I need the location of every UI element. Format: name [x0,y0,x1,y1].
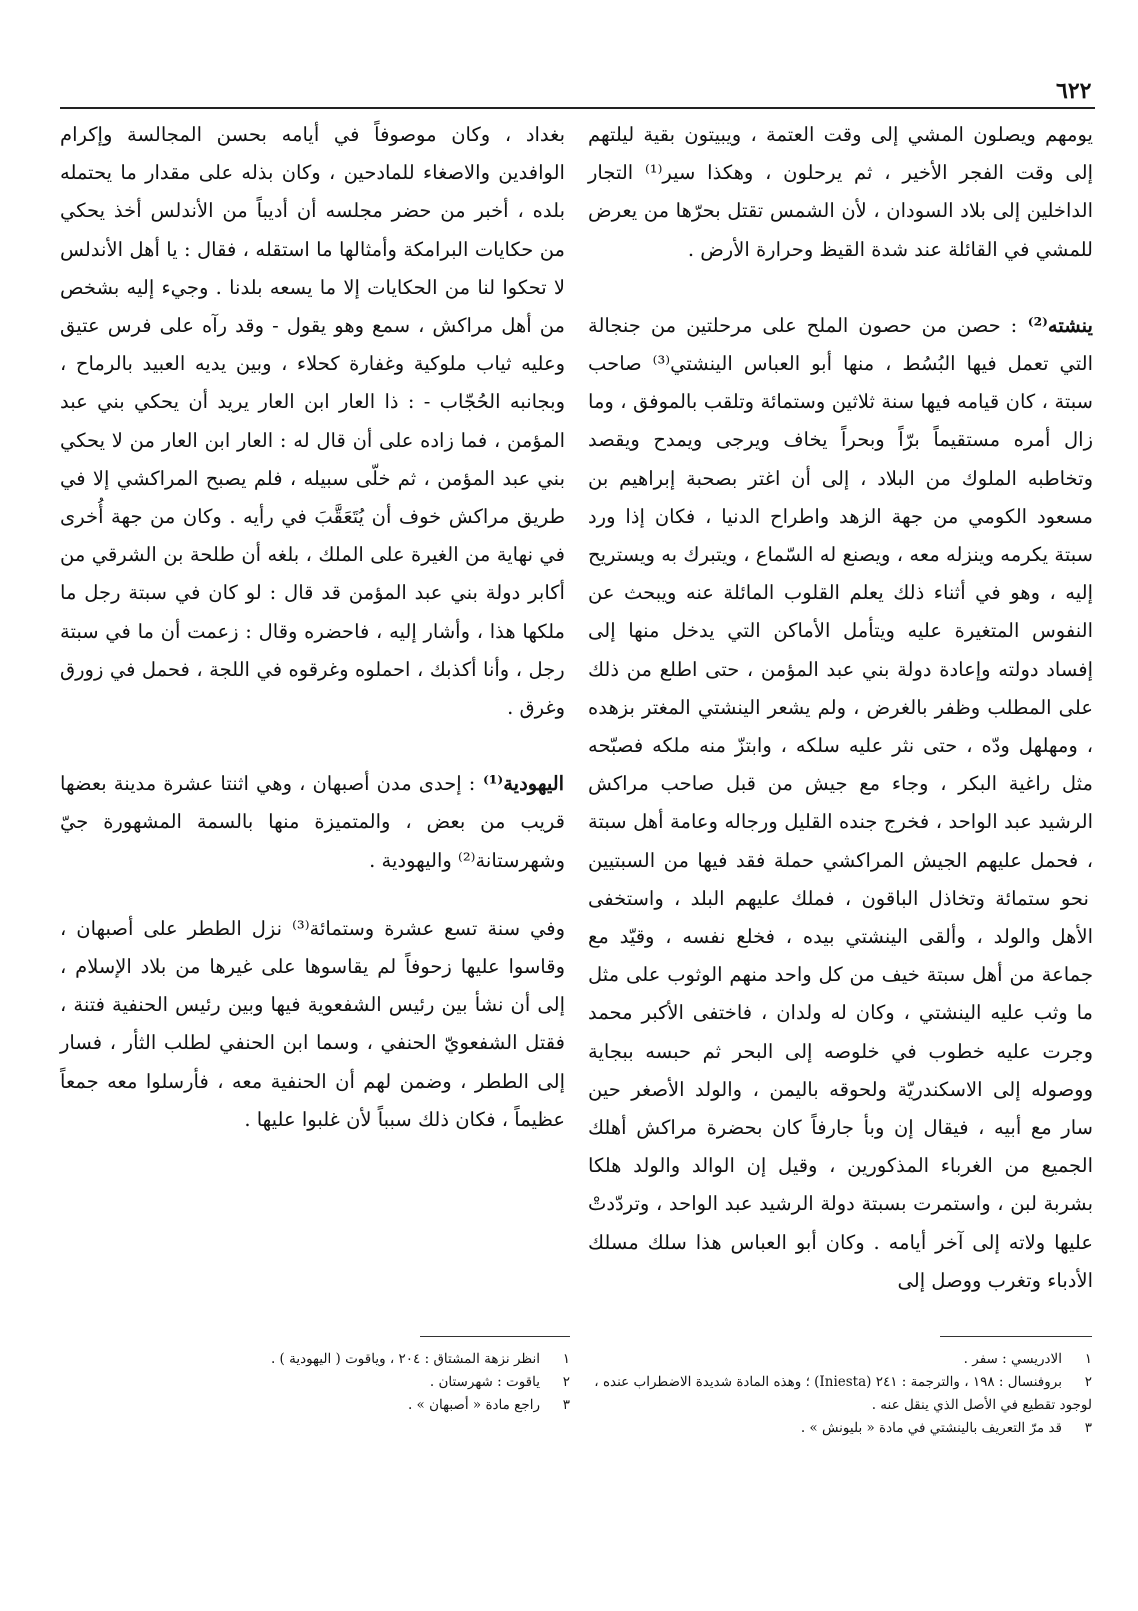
footnotes-right [580,1348,1092,1440]
entry-yahudiya: اليهودية⁽¹⁾ : إحدى مدن أصبهان ، وهي اثنتا عشرة مدينة بعضها قريب من بعض ، والمتميزة منها بالسمة المشهورة جيّ وشهرستانة⁽²⁾ واليهودية . [60,772,565,872]
footnote: ٣ قد مرّ التعريف بالينشتي في مادة « بليونش » . [800,1420,1092,1436]
footnote: ٢ ياقوت : شهرستان . [429,1374,570,1390]
footnote: ٢ بروفنسال : ١٩٨ ، والترجمة : ٢٤١ (Iniesta) ؛ وهذه المادة شديدة الاضطراب عنده ، [594,1374,1092,1390]
footnote-rule-left [420,1336,570,1337]
page-number: ٦٢٢ [1056,78,1092,104]
footnote: ١ انظر نزهة المشتاق : ٢٠٤ ، وياقوت ( اليهودية ) . [270,1351,570,1367]
footnote: ٣ راجع مادة « أصبهان » . [407,1397,570,1413]
entry-heading: اليهودية⁽¹⁾ [475,772,565,796]
header-rule [60,107,1095,109]
footnote-continuation: لوجود تقطيع في الأصل الذي ينقل عنه . [871,1397,1092,1413]
left-column [60,116,565,1139]
footnote-rule-right [940,1336,1092,1337]
paragraph: بغداد ، وكان موصوفاً في أيامه بحسن المجالسة وإكرام الوافدين والاصغاء للمادحين ، وكان بذله على مقدار ما يحتمله بلده ، أخبر من حضر مجلسه أن أديباً من الأندلس أخذ يحكي من حكايات البرامكة وأمثالها ما استقله ، فقال : يا أهل الأندلس لا تحكوا لنا من الحكايات إلا ما يسعه بلدنا . وجيء إليه بشخص من أهل مراكش ، سمع وهو يقول - وقد رآه على فرس عتيق وعليه ثياب ملوكية وغفارة كحلاء ، وبين يديه العبيد بالرماح ، وبجانبه الحُجّاب - : ذا العار ابن العار يريد أن يحكي بني عبد المؤمن ، فما زاده على أن قال له : العار ابن العار من لا يحكي بني عبد المؤمن ، ثم خلّى سبيله ، فلم يصبح المراكشي إلا في طريق مراكش خوف أن يُتَعَقَّبَ في رأيه . وكان من جهة أُخرى في نهاية من الغيرة على الملك ، بلغه أن طلحة بن الشرقي من أكابر دولة بني عبد المؤمن قد قال : لو كان في سبتة رجل ما ملكها هذا ، وأشار إليه ، فاحضره وقال : زعمت أن ما في سبتة رجل ، وأنا أكذبك ، احملوه وغرقوه في اللجة ، فحمل في زورق وغرق . [60,123,566,720]
entry-yanashta: ينشته⁽²⁾ : حصن من حصون الملح على مرحلتين من جنجالة التي تعمل فيها البُسُط ، منها أبو العباس الينشتي⁽³⁾ صاحب سبتة ، كان قيامه فيها سنة ثلاثين وستمائة وتلقب بالموفق ، وما زال أمره مستقيماً برّاً وبحراً يخاف ويرجى ويمدح ويقصد وتخاطبه الملوك من البلاد ، إلى أن اغتر بصحبة إبراهيم بن مسعود الكومي من جهة الزهد واطراح الدنيا ، فكان إذا ورد سبتة يكرمه وينزله معه ، ويصنع له السّماع ، ويتبرك به ويستريح إليه ، وهو في أثناء ذلك يعلم القلوب المائلة عنه ويبحث عن النفوس المتغيرة عليه ويتأمل الأماكن التي يدخل منها إلى إفساد دولته وإعادة دولة بني عبد المؤمن ، حتى اطلع من ذلك على المطلب وظفر بالغرض ، ولم يشعر الينشتي المغتر بزهده ، ومهلهل ودّه ، حتى نثر عليه سلكه ، وابتزّ منه ملكه فصبّحه مثل راغية البكر ، وجاء مع جيش من قبل صاحب مراكش الرشيد عبد الواحد ، فخرج جنده القليل ورجاله وعامة أهل سبتة ، فحمل عليهم الجيش المراكشي حملة فقد فيها من السبتيين نحو ستمائة وتخاذل الباقون ، فملك عليهم البلد ، واستخفى الأهل والولد ، وألقى الينشتي بيده ، فخلع نفسه ، وقيّد مع جماعة من أهل سبتة خيف من كل واحد منهم الوثوب على مثل ما وثب عليه الينشتي ، وكان له ولدان ، فاختفى الأكبر محمد وجرت عليه خطوب في خلوصه إلى البحر ثم حبسه ببجاية ووصوله إلى الاسكندريّة ولحوقه باليمن ، والولد الأصغر حين سار مع أبيه ، فيقال إن وبأ جارفاً كان بحضرة مراكش أهلك الجميع من الغرباء المذكورين ، وقيل إن الوالد والولد هلكا بشربة لبن ، واستمرت بسبتة دولة الرشيد عبد الواحد ، وتردّدتْ عليها ولاته إلى آخر أيامه . وكان أبو العباس هذا سلك مسلك الأدباء وتغرب ووصل إلى [588,313,1094,1292]
entry-heading: ينشته⁽²⁾ [1017,313,1093,337]
paragraph: يومهم ويصلون المشي إلى وقت العتمة ، ويبيتون بقية ليلتهم إلى وقت الفجر الأخير ، ثم يرحلون ، وهكذا سير⁽¹⁾ التجار الداخلين إلى بلاد السودان ، لأن الشمس تقتل بحرّها من يعرض للمشي في القائلة عند شدة القيظ وحرارة الأرض . [588,123,1094,261]
right-column [588,116,1093,1300]
footnotes-left [150,1348,570,1417]
footnote: ١ الادريسي : سفر . [963,1351,1092,1367]
paragraph: وفي سنة تسع عشرة وستمائة⁽³⁾ نزل الططر على أصبهان ، وقاسوا عليها زحوفاً لم يقاسوها على غيرها من بلاد الإسلام ، إلى أن نشأ بين رئيس الشفعوية فيها وبين رئيس الحنفية فتنة ، فقتل الشفعويّ الحنفي ، وسما ابن الحنفي لطلب الثأر ، فسار إلى الططر ، وضمن لهم أن الحنفية معه ، فأرسلوا معه جمعاً عظيماً ، فكان ذلك سبباً لأن غلبوا عليها . [60,916,566,1131]
